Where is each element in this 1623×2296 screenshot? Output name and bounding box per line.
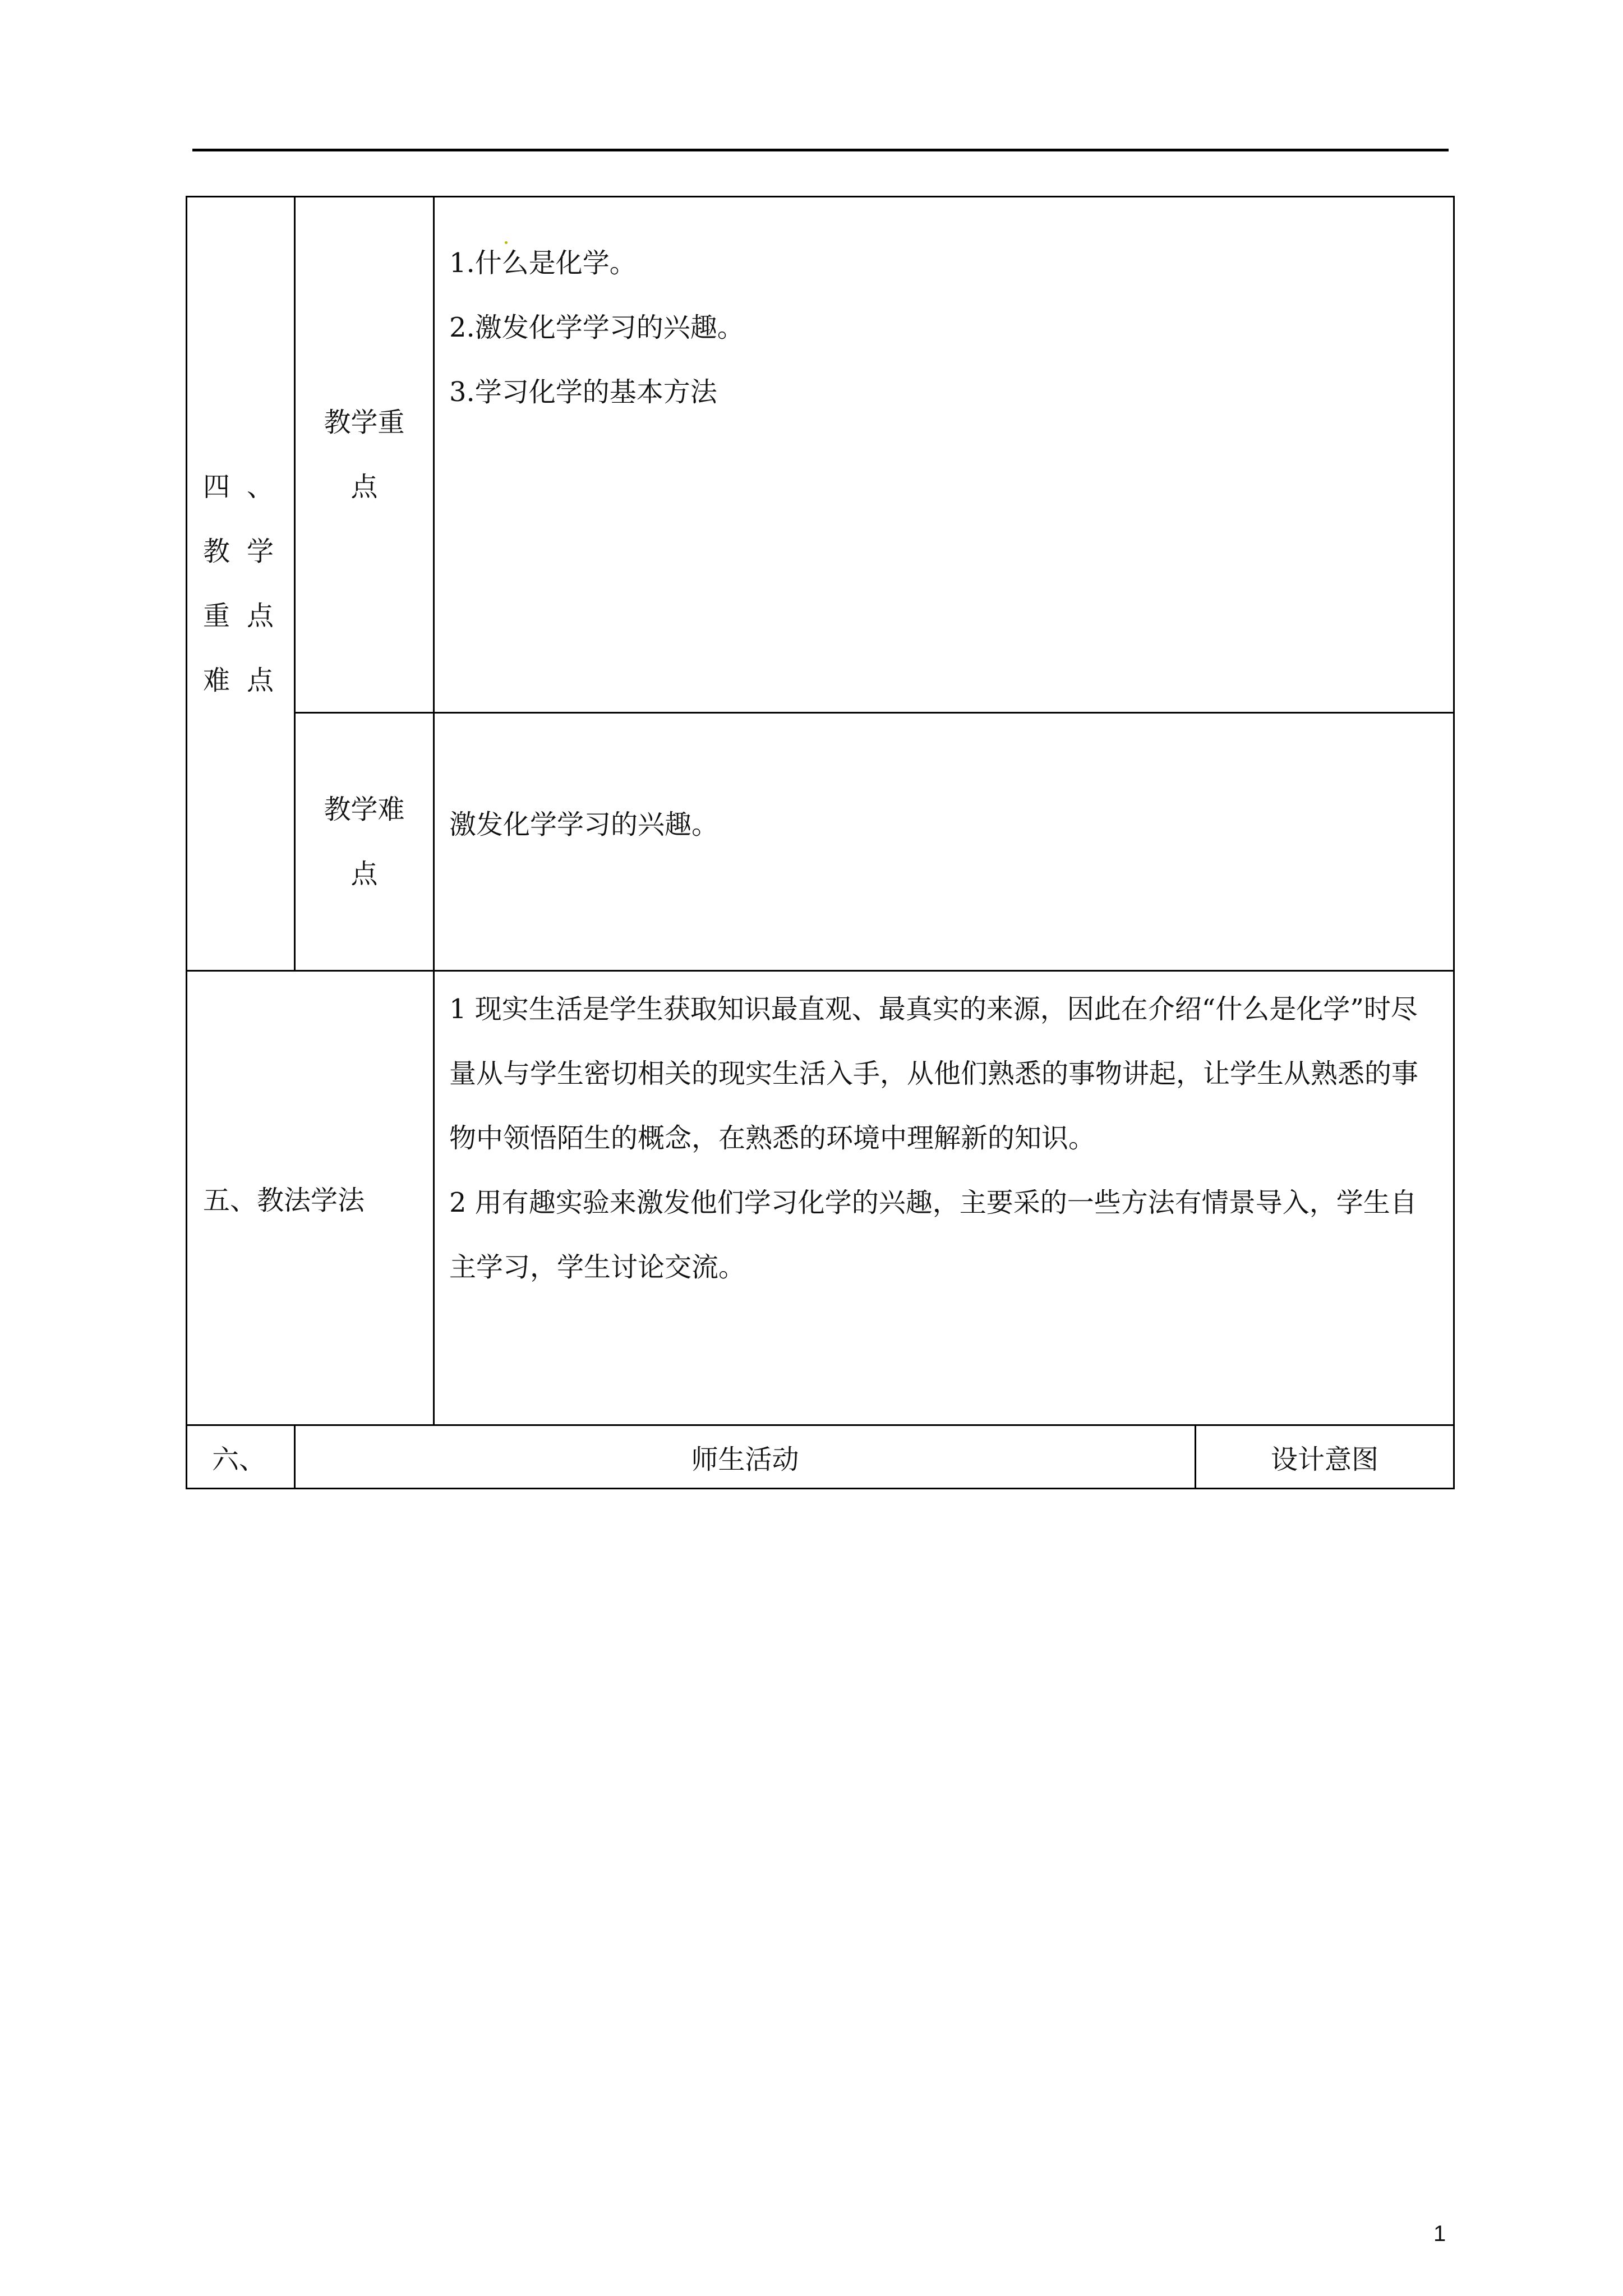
- key-point-item: 1.什么是化学。: [449, 247, 637, 279]
- page-number: 1: [1433, 2221, 1446, 2246]
- key-points-row: [187, 197, 1454, 713]
- key-points-label-line: 教学重: [324, 406, 405, 438]
- difficult-points-label-line: 教学难: [324, 793, 405, 825]
- key-point-item: 3.学习化学的基本方法: [449, 376, 717, 408]
- section-6-header-row: [187, 1425, 1454, 1489]
- difficult-points-label: [295, 713, 434, 971]
- teaching-methods-row: [187, 971, 1454, 1425]
- key-point-item: 2.激发化学学习的兴趣。: [449, 312, 744, 343]
- difficult-points-content: [434, 713, 1454, 971]
- difficult-points-row: [187, 713, 1454, 971]
- difficult-point-text: 激发化学学习的兴趣。: [449, 809, 719, 840]
- key-points-content: [434, 197, 1454, 713]
- teaching-methods-content: [434, 971, 1454, 1425]
- key-points-label-line: 点: [351, 471, 378, 503]
- section-4-label-line: 难点: [203, 664, 291, 696]
- difficult-points-label-line: 点: [351, 858, 378, 890]
- section-4-label-line: 教学: [203, 535, 291, 567]
- teaching-method-paragraph: 2 用有趣实验来激发他们学习化学的兴趣，主要采的一些方法有情景导入，学生自主学习，学生讨论交流。: [449, 1187, 1417, 1283]
- activities-header: 师生活动: [295, 1425, 1196, 1489]
- section-4-label-line: 重点: [203, 600, 291, 632]
- section-4-label-line: 四、: [203, 471, 291, 503]
- header-rule: [192, 149, 1449, 151]
- key-points-label: [295, 197, 434, 713]
- section-6-label: 六、: [187, 1425, 295, 1489]
- section-4-label: [187, 197, 295, 971]
- teaching-method-paragraph: 1 现实生活是学生获取知识最直观、最真实的来源，因此在介绍“什么是化学”时尽量从与学生密切相关的现实生活入手，从他们熟悉的事物讲起，让学生从熟悉的事物中领悟陌生的概念，在熟悉的环境中理解新的知识。: [449, 993, 1419, 1154]
- section-5-label: 五、教法学法: [187, 971, 434, 1425]
- design-intent-header: 设计意图: [1196, 1425, 1454, 1489]
- lesson-plan-table: [186, 196, 1455, 1489]
